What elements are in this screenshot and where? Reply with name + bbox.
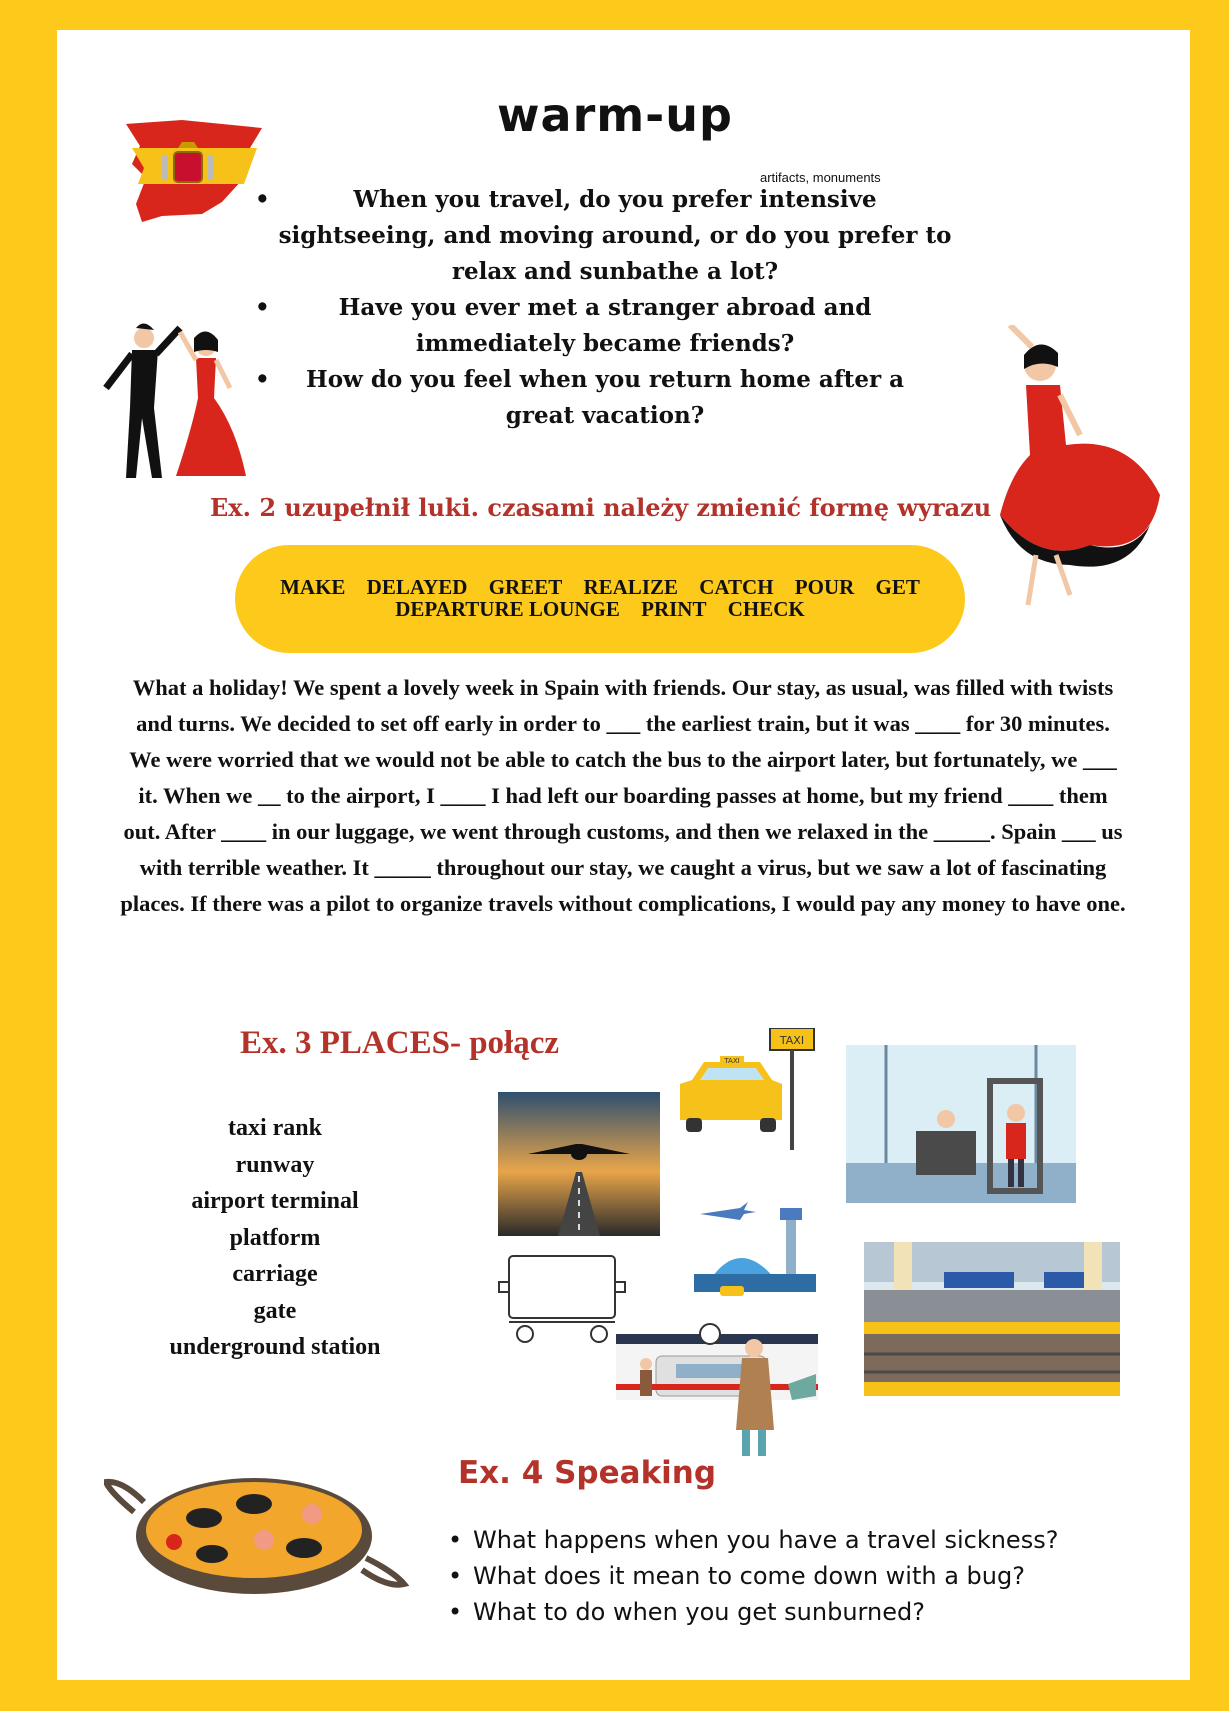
dancing-couple-image — [96, 318, 266, 488]
word-bank-item: POUR — [794, 575, 855, 599]
warmup-question: • When you travel, do you prefer intensive sightseeing, and moving around, or do you prefer to relax and sunbathe a lot? — [255, 182, 1015, 290]
warmup-question: • How do you feel when you return home after a great vacation? — [255, 362, 1015, 434]
spain-map-image — [122, 118, 272, 230]
word-bank-item: REALIZE — [583, 575, 678, 599]
warmup-note: artifacts, monuments — [760, 170, 881, 185]
ex4-heading: Ex. 4 Speaking — [458, 1455, 717, 1491]
taxi-roof-text: TAXI — [724, 1057, 740, 1065]
word-bank-item: MAKE — [280, 575, 346, 599]
speaking-question: • What happens when you have a travel sickness? — [448, 1522, 1058, 1558]
ex2-heading: Ex. 2 uzupełnił luki. czasami należy zmienić formę wyrazu — [210, 493, 992, 522]
underground-station-image — [616, 1320, 818, 1458]
ex3-heading: Ex. 3 PLACES- połącz — [240, 1025, 560, 1061]
word-bank-row-2 — [235, 598, 965, 620]
place-item: runway — [235, 1151, 315, 1178]
word-bank-item: GREET — [488, 575, 563, 599]
warmup-question: • Have you ever met a stranger abroad and immediately became friends? — [255, 290, 1015, 362]
word-bank-item: CATCH — [699, 575, 774, 599]
paella-image — [104, 1462, 409, 1607]
runway-image — [498, 1092, 660, 1236]
warmup-title: warm-up — [497, 88, 733, 142]
platform-image — [864, 1242, 1120, 1396]
place-item: gate — [253, 1297, 297, 1324]
gate-image — [846, 1045, 1076, 1203]
speaking-question-list — [448, 1522, 1058, 1630]
place-item: platform — [229, 1224, 321, 1251]
airport-terminal-image — [690, 1200, 820, 1300]
word-bank-row-1 — [235, 576, 965, 598]
word-bank-item: DELAYED — [366, 575, 468, 599]
ex2-passage: What a holiday! We spent a lovely week in Spain with friends. Our stay, as usual, was filled with twists and turns. We decided to set off early in order to ___ the earliest train, but it was ____ for 30 minutes. We were worried that we would not be able to catch the bus to the airport later, but fortunately, we ___ it. When we __ to the airport, I ____ I had left our boarding passes at home, but my friend ____ them out. After ____ in our luggage, we went through customs, and then we relaxed in the _____. Spain ___ us with terrible weather. It _____ throughout our stay, we caught a virus, but we saw a lot of fascinating places. If there was a pilot to organize travels without complications, I would pay any money to have one. — [120, 675, 1126, 916]
carriage-image — [497, 1252, 627, 1344]
places-list — [135, 1110, 415, 1366]
speaking-question: • What does it mean to come down with a bug? — [448, 1558, 1058, 1594]
taxi-rank-image — [676, 1028, 821, 1153]
place-item: carriage — [232, 1261, 318, 1287]
word-bank-item: GET — [875, 575, 920, 599]
warmup-question-list — [255, 182, 1015, 434]
word-bank-item: CHECK — [727, 597, 805, 621]
taxi-sign-text: TAXI — [779, 1034, 805, 1047]
place-item: underground station — [169, 1334, 381, 1360]
speaking-question: • What to do when you get sunburned? — [448, 1594, 1058, 1630]
word-bank — [235, 545, 965, 653]
word-bank-item: DEPARTURE LOUNGE — [395, 597, 620, 621]
word-bank-item: PRINT — [641, 597, 707, 621]
place-item: airport terminal — [191, 1188, 359, 1214]
place-item: taxi rank — [227, 1115, 322, 1141]
